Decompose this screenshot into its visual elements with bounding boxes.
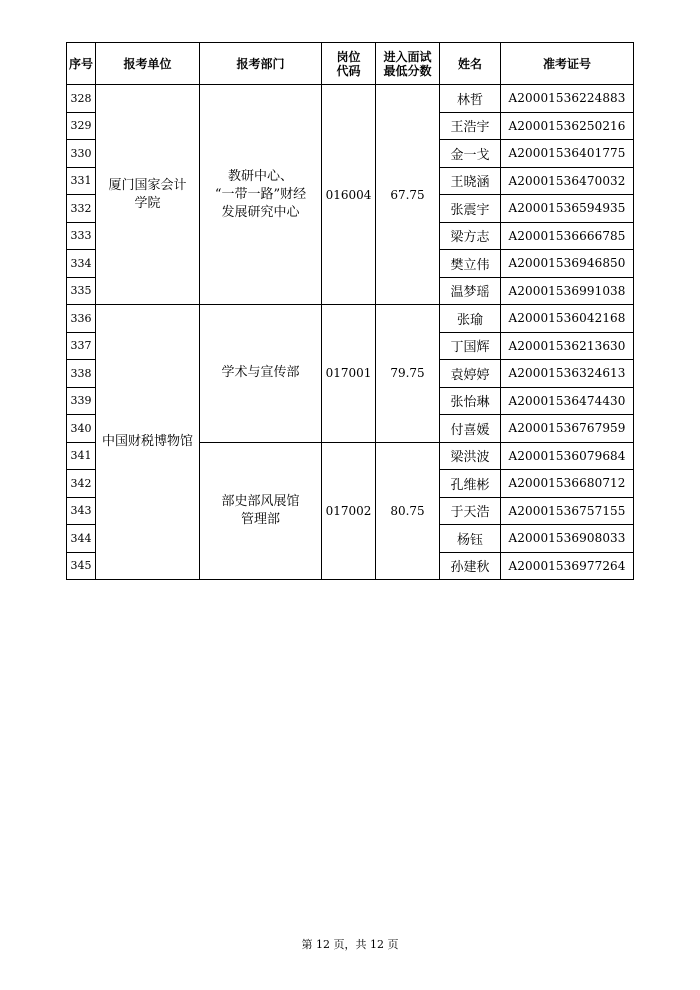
name-cell: 于天浩	[440, 497, 501, 525]
seq-cell: 330	[67, 140, 96, 168]
page-footer: 第 12 页，共 12 页	[301, 938, 399, 951]
ticket-cell: A20001536666785	[501, 222, 634, 250]
ticket-cell: A20001536946850	[501, 250, 634, 278]
name-cell: 王晓涵	[440, 167, 501, 195]
header-unit: 报考单位	[96, 43, 200, 85]
dept-cell: 学术与宣传部	[200, 305, 322, 443]
name-cell: 梁方志	[440, 222, 501, 250]
dept-cell: 教研中心、 “一带一路”财经 发展研究中心	[200, 85, 322, 305]
name-cell: 张瑜	[440, 305, 501, 333]
name-cell: 丁国辉	[440, 332, 501, 360]
score-cell: 67.75	[376, 85, 440, 305]
name-cell: 樊立伟	[440, 250, 501, 278]
seq-cell: 339	[67, 387, 96, 415]
candidate-table	[66, 42, 634, 580]
header-code: 岗位 代码	[322, 43, 376, 85]
name-cell: 孔维彬	[440, 470, 501, 498]
seq-cell: 336	[67, 305, 96, 333]
seq-cell: 333	[67, 222, 96, 250]
seq-cell: 337	[67, 332, 96, 360]
name-cell: 张怡琳	[440, 387, 501, 415]
seq-cell: 328	[67, 85, 96, 113]
name-cell: 梁洪波	[440, 442, 501, 470]
seq-cell: 335	[67, 277, 96, 305]
ticket-cell: A20001536977264	[501, 552, 634, 580]
seq-cell: 338	[67, 360, 96, 388]
dept-cell: 部史部风展馆 管理部	[200, 442, 322, 580]
seq-cell: 329	[67, 112, 96, 140]
seq-cell: 331	[67, 167, 96, 195]
table-row	[67, 85, 634, 113]
ticket-cell: A20001536470032	[501, 167, 634, 195]
header-dept: 报考部门	[200, 43, 322, 85]
code-cell: 016004	[322, 85, 376, 305]
seq-cell: 332	[67, 195, 96, 223]
ticket-cell: A20001536680712	[501, 470, 634, 498]
seq-cell: 341	[67, 442, 96, 470]
ticket-cell: A20001536474430	[501, 387, 634, 415]
seq-cell: 340	[67, 415, 96, 443]
name-cell: 付喜媛	[440, 415, 501, 443]
ticket-cell: A20001536250216	[501, 112, 634, 140]
ticket-cell: A20001536213630	[501, 332, 634, 360]
table-row	[67, 305, 634, 333]
ticket-cell: A20001536079684	[501, 442, 634, 470]
ticket-cell: A20001536757155	[501, 497, 634, 525]
name-cell: 王浩宇	[440, 112, 501, 140]
name-cell: 袁婷婷	[440, 360, 501, 388]
code-cell: 017002	[322, 442, 376, 580]
ticket-cell: A20001536594935	[501, 195, 634, 223]
header-ticket: 准考证号	[501, 43, 634, 85]
seq-cell: 343	[67, 497, 96, 525]
ticket-cell: A20001536767959	[501, 415, 634, 443]
seq-cell: 344	[67, 525, 96, 553]
name-cell: 林哲	[440, 85, 501, 113]
unit-cell: 中国财税博物馆	[96, 305, 200, 580]
name-cell: 孙建秋	[440, 552, 501, 580]
header-name: 姓名	[440, 43, 501, 85]
name-cell: 杨钰	[440, 525, 501, 553]
ticket-cell: A20001536991038	[501, 277, 634, 305]
name-cell: 金一戈	[440, 140, 501, 168]
header-score: 进入面试 最低分数	[376, 43, 440, 85]
ticket-cell: A20001536401775	[501, 140, 634, 168]
name-cell: 张震宇	[440, 195, 501, 223]
name-cell: 温梦瑶	[440, 277, 501, 305]
code-cell: 017001	[322, 305, 376, 443]
unit-cell: 厦门国家会计 学院	[96, 85, 200, 305]
ticket-cell: A20001536324613	[501, 360, 634, 388]
ticket-cell: A20001536908033	[501, 525, 634, 553]
ticket-cell: A20001536042168	[501, 305, 634, 333]
ticket-cell: A20001536224883	[501, 85, 634, 113]
table-header-row	[67, 43, 634, 85]
score-cell: 80.75	[376, 442, 440, 580]
seq-cell: 345	[67, 552, 96, 580]
score-cell: 79.75	[376, 305, 440, 443]
header-seq: 序号	[67, 43, 96, 85]
seq-cell: 334	[67, 250, 96, 278]
seq-cell: 342	[67, 470, 96, 498]
